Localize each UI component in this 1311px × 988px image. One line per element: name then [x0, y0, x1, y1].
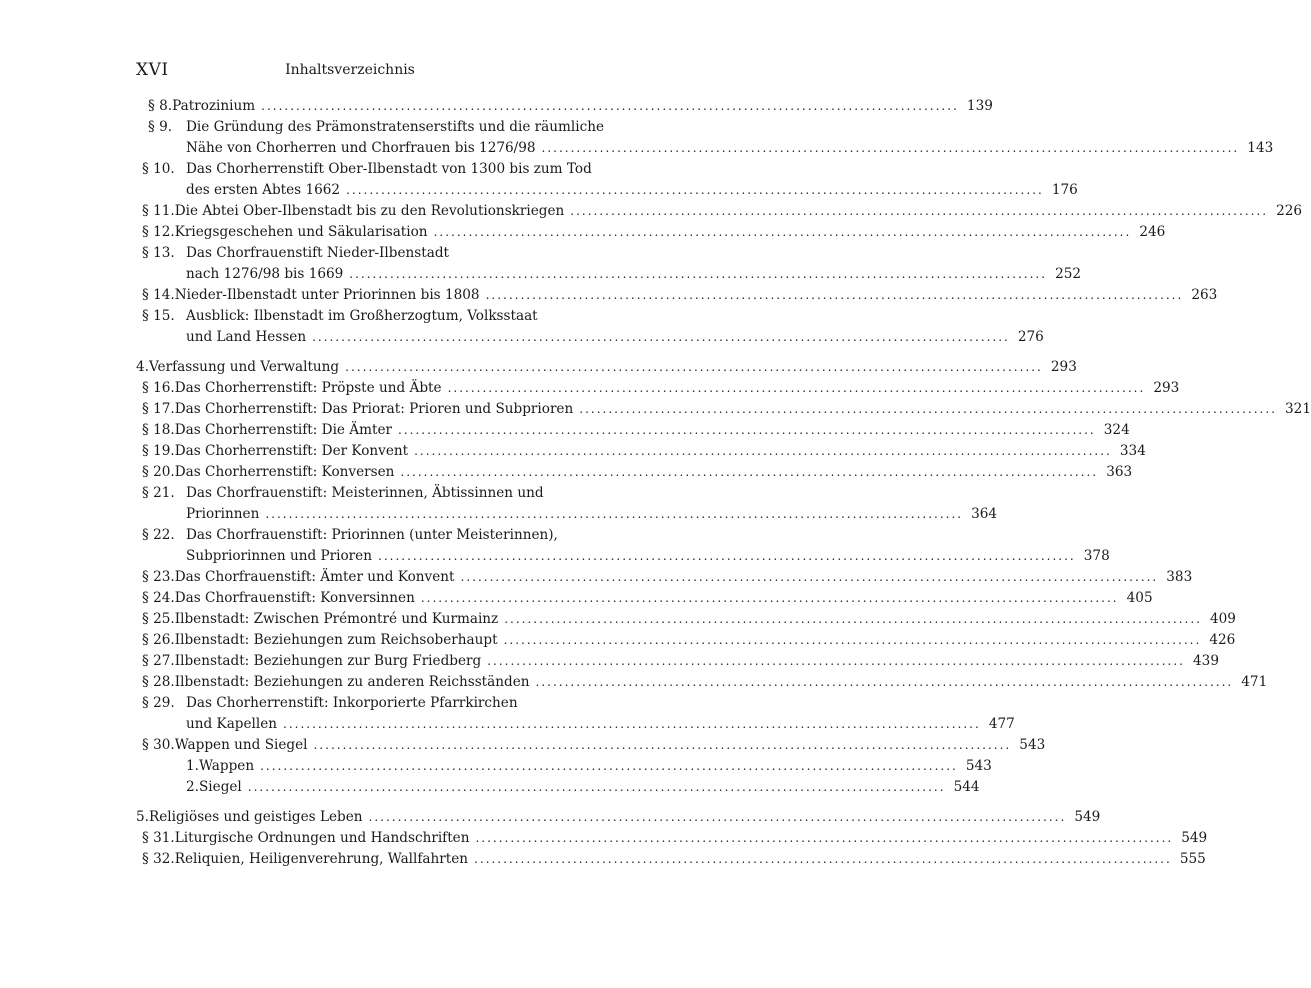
toc-entry-title: Das Chorherrenstift: Inkorporierte Pfarrkirchen — [186, 695, 518, 711]
toc-entry-number: § 19. — [142, 443, 175, 459]
dot-leader: ........................................................................................................................ — [414, 444, 1112, 458]
toc-entry — [142, 306, 618, 326]
dot-leader: ........................................................................................................................ — [368, 810, 1067, 824]
toc-entry-title: Ausblick: Ilbenstadt im Großherzogtum, Volksstaat — [186, 308, 538, 324]
toc-entry-title: Kriegsgeschehen und Säkularisation — [174, 224, 428, 240]
toc-entry-title: Wappen und Siegel — [174, 737, 308, 753]
toc-entry-number: § 16. — [142, 380, 175, 396]
toc-entry-page: 276 — [1017, 329, 1044, 345]
dot-leader: ........................................................................................................................ — [378, 549, 1076, 563]
toc-entry — [142, 201, 1303, 221]
toc-entry-title: Siegel — [198, 779, 242, 795]
toc-entry — [142, 525, 618, 545]
toc-entry — [142, 651, 1219, 671]
toc-entry-number: § 18. — [142, 422, 175, 438]
toc-entry-page: 549 — [1074, 809, 1101, 825]
dot-leader: ........................................................................................................................ — [570, 204, 1269, 218]
toc-entry-page: 405 — [1126, 590, 1153, 606]
toc-entry-title: des ersten Abtes 1662 — [186, 182, 341, 198]
toc-entry-number: § 21. — [142, 485, 175, 501]
toc-entry-number: § 25. — [142, 611, 175, 627]
toc-entry-title: Die Gründung des Prämonstratenserstifts und die räumliche — [186, 119, 605, 135]
toc-entry-page: 549 — [1181, 830, 1208, 846]
toc-entry — [142, 159, 618, 179]
toc-entry-title: Ilbenstadt: Beziehungen zur Burg Friedberg — [174, 653, 482, 669]
toc-entry-number: § 14. — [142, 287, 175, 303]
toc-entry-number: § 9. — [148, 119, 173, 135]
toc-entry-title: Das Chorherrenstift: Konversen — [174, 464, 395, 480]
dot-leader: ........................................................................................................................ — [474, 852, 1172, 866]
toc-entry — [142, 735, 1046, 755]
toc-entry-page: 176 — [1051, 182, 1078, 198]
toc-entry — [142, 483, 618, 503]
toc-entry-page: 252 — [1055, 266, 1082, 282]
toc-entry-number: § 15. — [142, 308, 175, 324]
toc-entry — [186, 777, 980, 797]
dot-leader: ........................................................................................................................ — [398, 423, 1096, 437]
toc-entry-title: und Land Hessen — [186, 329, 307, 345]
dot-leader: ........................................................................................................................ — [504, 612, 1202, 626]
toc-entry-title: Das Chorherrenstift Ober-Ilbenstadt von 1300 bis zum Tod — [186, 161, 592, 177]
toc-entry — [186, 756, 992, 776]
toc-entry — [186, 714, 1015, 734]
dot-leader: ........................................................................................................................ — [460, 570, 1159, 584]
toc-entry-page: 324 — [1103, 422, 1130, 438]
toc-entry-title: Das Chorfrauenstift: Konversinnen — [174, 590, 415, 606]
toc-entry-page: 246 — [1139, 224, 1166, 240]
toc-entry — [142, 378, 1180, 398]
toc-entry-title: Ilbenstadt: Zwischen Prémontré und Kurmainz — [174, 611, 499, 627]
toc-entry — [186, 327, 1044, 347]
toc-entry — [142, 609, 1236, 629]
toc-entry-number: § 28. — [142, 674, 175, 690]
toc-entry-page: 293 — [1153, 380, 1180, 396]
toc-entry-number: § 32. — [142, 851, 175, 867]
toc-entry — [142, 849, 1206, 869]
toc-entry-number: § 11. — [142, 203, 175, 219]
toc-entry — [136, 357, 1077, 377]
dot-leader: ........................................................................................................................ — [349, 267, 1048, 281]
toc-entry-number: § 8. — [148, 98, 173, 114]
toc-entry — [148, 96, 993, 116]
toc-entry — [142, 399, 1311, 419]
toc-entry-title: und Kapellen — [186, 716, 278, 732]
toc-entry — [142, 285, 1218, 305]
dot-leader: ........................................................................................................................ — [541, 141, 1240, 155]
toc-entry — [186, 180, 1078, 200]
toc-entry-number: 2. — [186, 779, 199, 795]
toc-entry-page: 409 — [1210, 611, 1236, 627]
dot-leader: ........................................................................................................................ — [579, 402, 1277, 416]
dot-leader: ........................................................................................................................ — [475, 831, 1174, 845]
toc-entry-title: Verfassung und Verwaltung — [148, 359, 340, 375]
toc-entry-title: Das Chorherrenstift: Das Priorat: Prioren und Subprioren — [174, 401, 574, 417]
dot-leader: ........................................................................................................................ — [312, 330, 1010, 344]
toc-entry-title: Priorinnen — [186, 506, 260, 522]
dot-leader: ........................................................................................................................ — [485, 288, 1184, 302]
dot-leader: ........................................................................................................................ — [313, 738, 1012, 752]
toc-entry-page: 383 — [1166, 569, 1193, 585]
toc-entry-title: Das Chorfrauenstift: Ämter und Konvent — [174, 569, 455, 585]
toc-entry-page: 555 — [1179, 851, 1206, 867]
toc-entry-number: § 29. — [142, 695, 175, 711]
dot-leader: ........................................................................................................................ — [503, 633, 1202, 647]
toc-entry — [142, 588, 1153, 608]
toc-entry-title: Ilbenstadt: Beziehungen zum Reichsoberhaupt — [174, 632, 498, 648]
toc-entry — [142, 828, 1208, 848]
toc-entry-title: Das Chorfrauenstift Nieder-Ilbenstadt — [186, 245, 449, 261]
toc-entry-page: 477 — [988, 716, 1015, 732]
toc-entry-page: 543 — [1019, 737, 1046, 753]
toc-entry-page: 263 — [1191, 287, 1218, 303]
toc-entry-title: Wappen — [198, 758, 255, 774]
toc-entry — [142, 630, 1236, 650]
dot-leader: ........................................................................................................................ — [400, 465, 1099, 479]
toc-entry-title: Das Chorherrenstift: Pröpste und Äbte — [174, 380, 442, 396]
toc-entry-number: § 22. — [142, 527, 175, 543]
toc-entry — [142, 222, 1166, 242]
dot-leader: ........................................................................................................................ — [535, 675, 1234, 689]
toc-entry-page: 226 — [1276, 203, 1303, 219]
dot-leader: ........................................................................................................................ — [346, 183, 1044, 197]
toc-entry-number: § 12. — [142, 224, 175, 240]
toc-entry — [186, 138, 1274, 158]
running-header-title: Inhaltsverzeichnis — [285, 62, 415, 78]
toc-entry-number: 4. — [136, 359, 149, 375]
toc-entry-title: Reliquien, Heiligenverehrung, Wallfahrten — [174, 851, 469, 867]
toc-entry-number: § 31. — [142, 830, 175, 846]
toc-entry-page: 321 — [1285, 401, 1311, 417]
toc-entry-title: Nähe von Chorherren und Chorfrauen bis 1276/98 — [186, 140, 536, 156]
toc-entry — [142, 243, 618, 263]
toc-entry-number: § 20. — [142, 464, 175, 480]
toc-entry-page: 426 — [1209, 632, 1236, 648]
toc-entry-number: § 10. — [142, 161, 175, 177]
toc-entry-page: 378 — [1083, 548, 1110, 564]
toc-entry-page: 293 — [1050, 359, 1077, 375]
toc-entry-title: Subpriorinnen und Prioren — [186, 548, 372, 564]
toc-entry-title: Das Chorherrenstift: Der Konvent — [174, 443, 409, 459]
toc-entry-number: § 26. — [142, 632, 175, 648]
toc-entry-number: § 24. — [142, 590, 175, 606]
dot-leader: ........................................................................................................................ — [447, 381, 1146, 395]
toc-entry-title: Das Chorfrauenstift: Meisterinnen, Äbtissinnen und — [186, 485, 544, 501]
toc-entry-page: 471 — [1241, 674, 1268, 690]
toc-entry-number: 1. — [186, 758, 199, 774]
toc-entry — [136, 807, 1101, 827]
dot-leader: ........................................................................................................................ — [420, 591, 1119, 605]
dot-leader: ........................................................................................................................ — [487, 654, 1185, 668]
toc-entry-title: Nieder-Ilbenstadt unter Priorinnen bis 1808 — [174, 287, 480, 303]
dot-leader: ........................................................................................................................ — [260, 759, 958, 773]
toc-entry — [142, 462, 1133, 482]
toc-entry-page: 543 — [965, 758, 992, 774]
toc-entry-page: 364 — [971, 506, 998, 522]
toc-entry-number: § 13. — [142, 245, 175, 261]
toc-entry-title: Ilbenstadt: Beziehungen zu anderen Reichsständen — [174, 674, 530, 690]
toc-entry-page: 544 — [953, 779, 980, 795]
toc-entry-title: Die Abtei Ober-Ilbenstadt bis zu den Revolutionskriegen — [174, 203, 565, 219]
toc-entry-title: Das Chorherrenstift: Die Ämter — [174, 422, 392, 438]
toc-entry-number: § 27. — [142, 653, 175, 669]
toc-entry — [142, 693, 618, 713]
toc-entry-page: 363 — [1106, 464, 1133, 480]
toc-entry-title: Religiöses und geistiges Leben — [148, 809, 363, 825]
dot-leader: ........................................................................................................................ — [345, 360, 1043, 374]
toc-entry-number: § 23. — [142, 569, 175, 585]
dot-leader: ........................................................................................................................ — [283, 717, 981, 731]
toc-entry-title: Das Chorfrauenstift: Priorinnen (unter Meisterinnen), — [186, 527, 558, 543]
toc-entry — [142, 567, 1193, 587]
toc-entry-number: 5. — [136, 809, 149, 825]
toc-entry-page: 334 — [1119, 443, 1146, 459]
toc-entry-title: Patrozinium — [172, 98, 256, 114]
toc-entry — [186, 504, 998, 524]
page-number: XVI — [136, 60, 169, 80]
dot-leader: ........................................................................................................................ — [433, 225, 1132, 239]
toc-entry-page: 143 — [1247, 140, 1274, 156]
toc-entry-number: § 30. — [142, 737, 175, 753]
dot-leader: ........................................................................................................................ — [247, 780, 946, 794]
toc-entry-page: 439 — [1193, 653, 1219, 669]
toc-entry — [186, 264, 1082, 284]
toc-entry — [148, 117, 618, 137]
toc-entry — [142, 441, 1146, 461]
dot-leader: ........................................................................................................................ — [265, 507, 964, 521]
toc-entry-title: nach 1276/98 bis 1669 — [186, 266, 344, 282]
dot-leader: ........................................................................................................................ — [261, 99, 959, 113]
toc-entry — [142, 672, 1268, 692]
toc-entry-number: § 17. — [142, 401, 175, 417]
toc-entry — [186, 546, 1110, 566]
toc-entry — [142, 420, 1130, 440]
toc-entry-page: 139 — [966, 98, 993, 114]
toc-entry-title: Liturgische Ordnungen und Handschriften — [174, 830, 470, 846]
